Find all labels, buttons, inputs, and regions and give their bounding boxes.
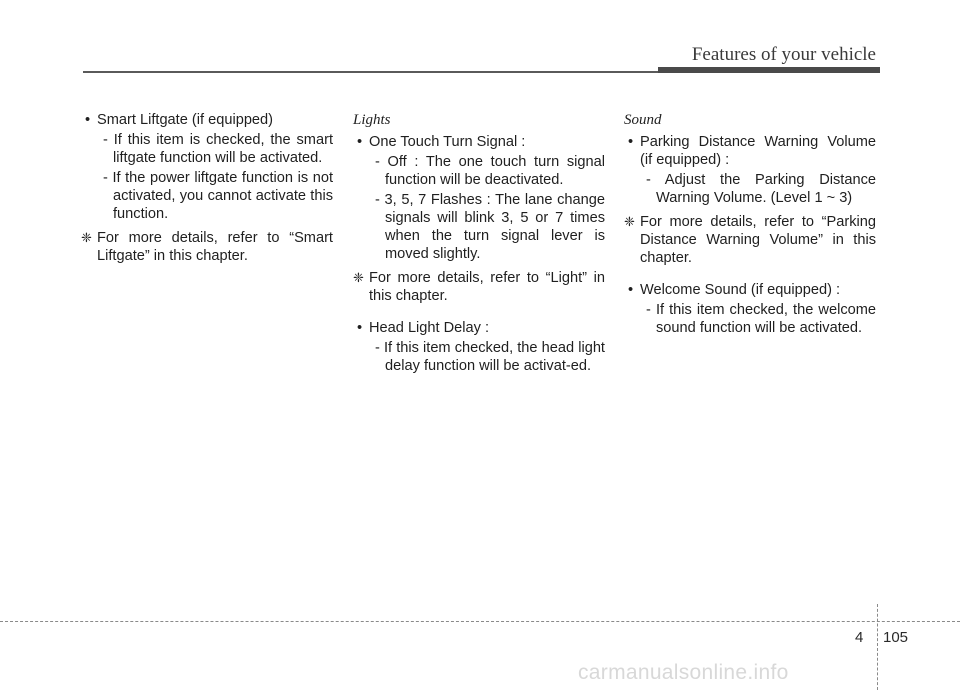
bullet-one-touch-turn-signal: • One Touch Turn Signal : [353, 133, 605, 151]
column-right [624, 111, 876, 337]
note-icon: ❈ [353, 270, 364, 285]
section-heading-lights: Lights [353, 112, 391, 128]
note-icon: ❈ [624, 214, 635, 229]
reference-note [624, 213, 876, 267]
column-left [81, 111, 333, 265]
sub-item: - If the power liftgate function is not activated, you cannot activate this function. [103, 170, 333, 222]
page-number: 105 [883, 629, 909, 646]
watermark: carmanualsonline.info [578, 661, 789, 684]
column-middle [353, 111, 605, 375]
sub-item: - If this item is checked, the smart liftgate function will be activated. [103, 132, 333, 166]
footer-divider [877, 604, 878, 690]
reference-note [353, 269, 605, 305]
reference-note [81, 229, 333, 265]
section-heading-sound: Sound [624, 112, 662, 128]
sub-item: - Off : The one touch turn signal function will be deactivated. [375, 154, 605, 188]
footer-rule [0, 621, 960, 622]
chapter-number: 4 [855, 629, 864, 646]
header-rule-accent [658, 67, 880, 73]
page-header-title: Features of your vehicle [691, 44, 876, 65]
header-rule [83, 71, 658, 73]
sub-item: - If this item checked, the head light delay function will be activat-ed. [375, 340, 605, 374]
sub-item: - Adjust the Parking Distance Warning Volume. (Level 1 ~ 3) [646, 172, 876, 206]
note-text: For more details, refer to “Smart Liftgate” in this chapter. [97, 230, 333, 264]
bullet-smart-liftgate: • Smart Liftgate (if equipped) [81, 111, 333, 129]
sub-item: - 3, 5, 7 Flashes : The lane change signals will blink 3, 5 or 7 times when the turn signal lever is moved slightly. [375, 192, 605, 262]
note-icon: ❈ [81, 230, 92, 245]
bullet-head-light-delay: • Head Light Delay : [353, 319, 605, 337]
sub-item: - If this item checked, the welcome sound function will be activated. [646, 302, 876, 336]
note-text: For more details, refer to “Light” in this chapter. [369, 270, 605, 304]
bullet-welcome-sound: • Welcome Sound (if equipped) : [624, 281, 876, 299]
bullet-parking-distance-warning-volume: • Parking Distance Warning Volume (if equipped) : [624, 133, 876, 169]
note-text: For more details, refer to “Parking Distance Warning Volume” in this chapter. [640, 214, 876, 266]
